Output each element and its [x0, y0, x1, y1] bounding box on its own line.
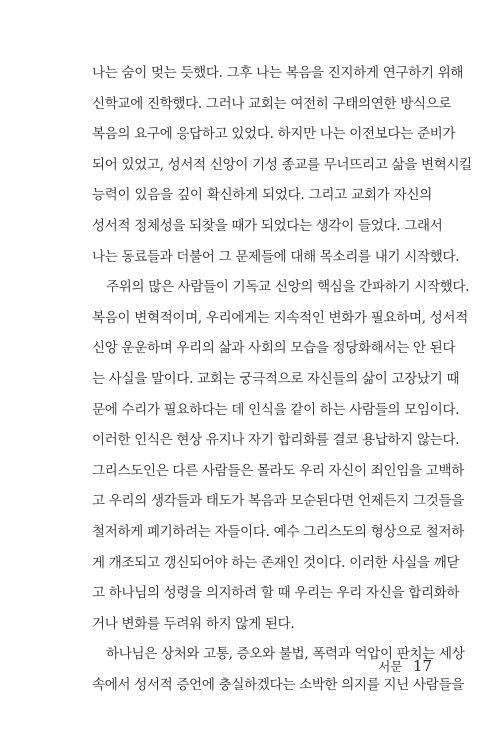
page-number: 17 — [412, 657, 432, 675]
text-line: 문에 수리가 필요하다는 데 인식을 같이 하는 사람들의 모임이다. — [92, 401, 460, 418]
text-line: 능력이 있음을 깊이 확신하게 되었다. 그리고 교회가 자신의 — [92, 187, 432, 204]
text-line: 는 사실을 말이다. 교회는 궁극적으로 자신들의 삶이 고장났기 때 — [92, 370, 460, 387]
text-line: 주위의 많은 사람들이 기독교 신앙의 핵심을 간파하기 시작했다. — [106, 279, 470, 296]
text-line: 복음이 변혁적이며, 우리에게는 지속적인 변화가 필요하며, 성서적 — [92, 309, 468, 326]
text-line: 성서적 정체성을 되찾을 때가 되었다는 생각이 들었다. 그래서 — [92, 217, 443, 234]
text-line: 철저하게 폐기하려는 자들이다. 예수 그리스도의 형상으로 철저하 — [92, 523, 464, 540]
text-line: 신앙 운운하며 우리의 삶과 사회의 모습을 정당화해서는 안 된다 — [92, 340, 456, 357]
text-line: 나는 동료들과 더불어 그 문제들에 대해 목소리를 내기 시작했다. — [92, 248, 460, 265]
text-line: 게 개조되고 갱신되어야 하는 존재인 것이다. 이러한 사실을 깨닫 — [92, 554, 460, 571]
page-footer — [378, 657, 432, 675]
text-line: 복음의 요구에 응답하고 있었다. 하지만 나는 이전보다는 준비가 — [92, 126, 456, 143]
body-text — [92, 58, 472, 700]
text-line: 나는 숨이 멎는 듯했다. 그후 나는 복음을 진지하게 연구하기 위해 — [92, 65, 464, 81]
text-line: 속에서 성서적 증언에 충실하겠다는 소박한 의지를 지닌 사람들을 — [92, 676, 464, 693]
text-line: 고 우리의 생각들과 태도가 복음과 모순된다면 언제든지 그것들을 — [92, 493, 464, 510]
text-line: 되어 있었고, 성서적 신앙이 기성 종교를 무너뜨리고 삶을 변혁시킬 — [92, 156, 472, 173]
text-line: 신학교에 진학했다. 그러나 교회는 여전히 구태의연한 방식으로 — [92, 95, 452, 112]
text-line: 거나 변화를 두려워 하지 않게 된다. — [92, 615, 295, 632]
text-line: 고 하나님의 성령을 의지하려 할 때 우리는 우리 자신을 합리화하 — [92, 585, 460, 602]
running-head-section: 서문 — [378, 659, 403, 674]
text-line: 이러한 인식은 현상 유지나 자기 합리화를 결코 용납하지 않는다. — [92, 432, 460, 449]
text-line: 그리스도인은 다른 사람들은 몰라도 우리 자신이 죄인임을 고백하 — [92, 462, 464, 479]
text-line: 하나님은 상처와 고통, 증오와 불법, 폭력과 억압이 판치는 세상 — [106, 646, 465, 663]
